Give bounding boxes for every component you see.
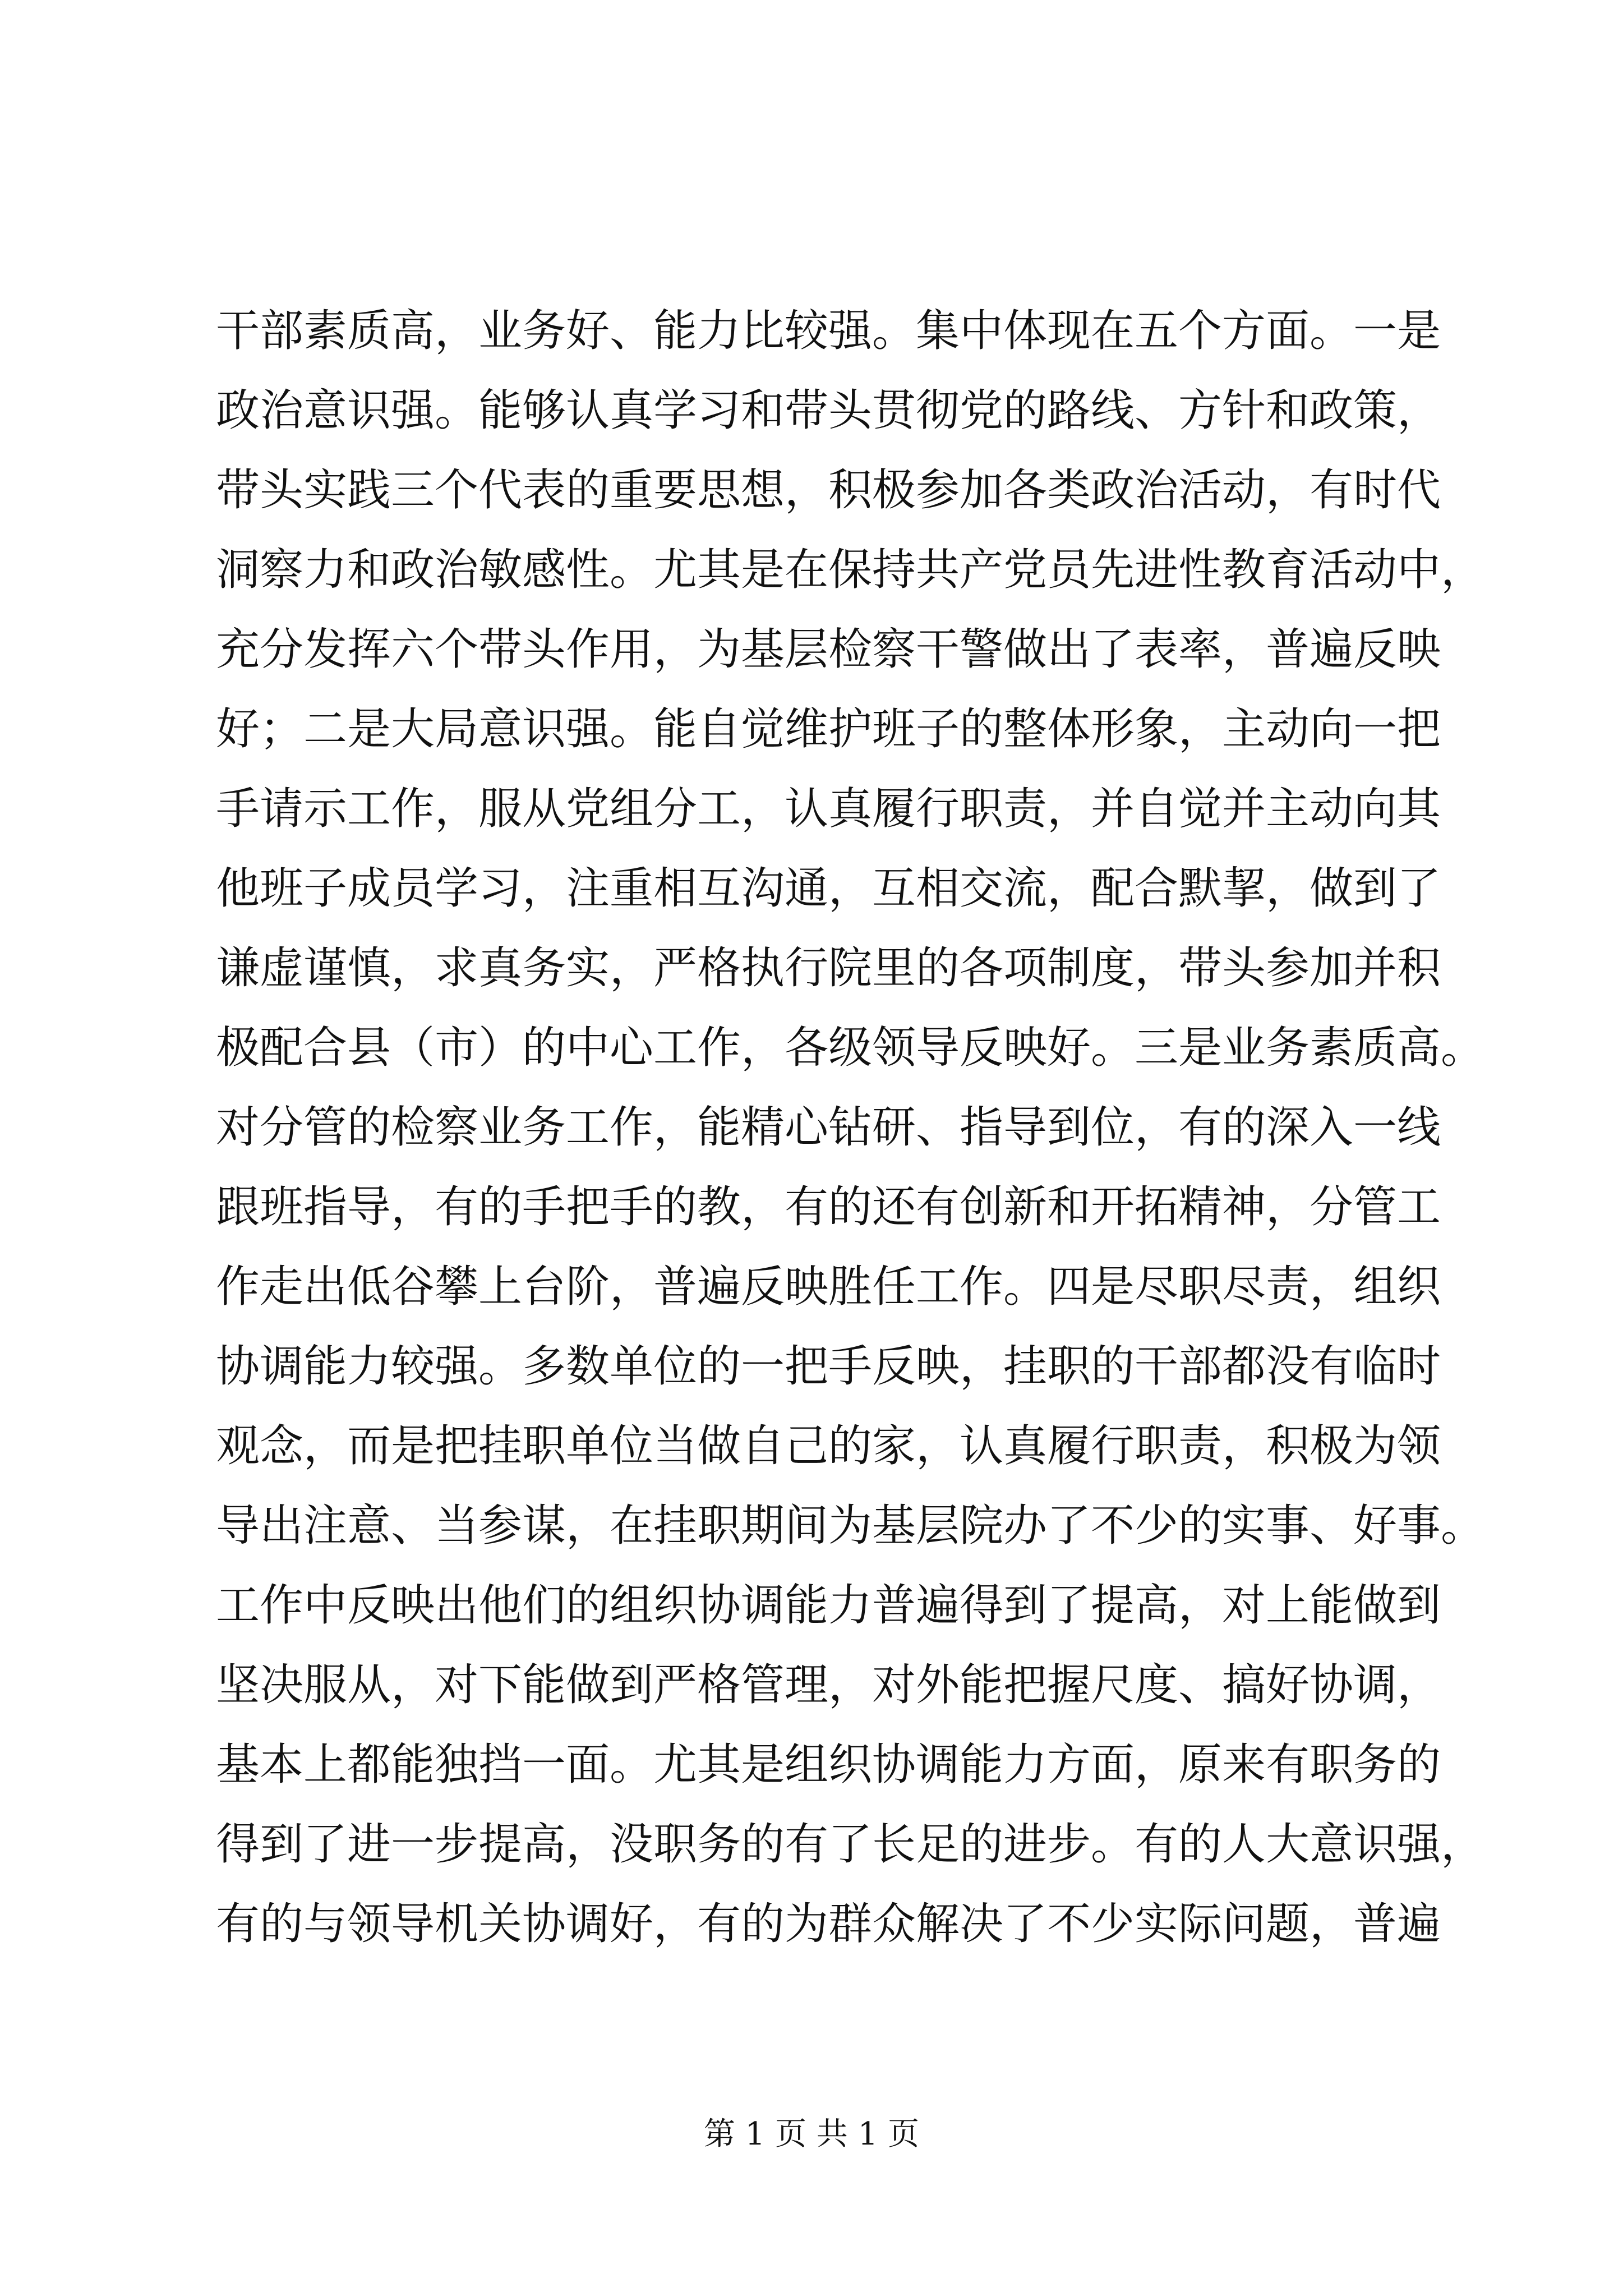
text-line: 干部素质高，业务好、能力比较强。集中体现在五个方面。一是 [216, 306, 1441, 356]
text-line: 谦虚谨慎，求真务实，严格执行院里的各项制度，带头参加并积 [216, 943, 1441, 993]
text-line: 基本上都能独挡一面。尤其是组织协调能力方面，原来有职务的 [216, 1740, 1441, 1790]
text-line: 充分发挥六个带头作用，为基层检察干警做出了表率，普遍反映 [216, 624, 1441, 675]
text-line: 极配合县（市）的中心工作，各级领导反映好。三是业务素质高。 [216, 1023, 1485, 1073]
text-line: 政治意识强。能够认真学习和带头贯彻党的路线、方针和政策， [216, 385, 1441, 436]
text-line: 带头实践三个代表的重要思想，积极参加各类政治活动，有时代 [216, 465, 1441, 516]
text-line: 得到了进一步提高，没职务的有了长足的进步。有的人大意识强， [216, 1819, 1485, 1870]
text-line: 对分管的检察业务工作，能精心钻研、指导到位，有的深入一线 [216, 1102, 1441, 1153]
text-line: 作走出低谷攀上台阶，普遍反映胜任工作。四是尽职尽责，组织 [216, 1262, 1441, 1312]
page-number-footer: 第 1 页 共 1 页 [703, 2116, 920, 2152]
text-line: 导出注意、当参谋，在挂职期间为基层院办了不少的实事、好事。 [216, 1501, 1485, 1551]
text-line: 观念，而是把挂职单位当做自己的家，认真履行职责，积极为领 [216, 1421, 1441, 1471]
text-line: 手请示工作，服从党组分工，认真履行职责，并自觉并主动向其 [216, 784, 1441, 834]
text-line: 坚决服从，对下能做到严格管理，对外能把握尺度、搞好协调， [216, 1660, 1441, 1710]
text-line: 他班子成员学习，注重相互沟通，互相交流，配合默挈，做到了 [216, 863, 1441, 914]
text-line: 跟班指导，有的手把手的教，有的还有创新和开拓精神，分管工 [216, 1182, 1441, 1232]
text-line: 协调能力较强。多数单位的一把手反映，挂职的干部都没有临时 [216, 1341, 1441, 1392]
text-line: 洞察力和政治敏感性。尤其是在保持共产党员先进性教育活动中， [216, 545, 1485, 595]
text-line: 好；二是大局意识强。能自觉维护班子的整体形象，主动向一把 [216, 704, 1441, 754]
text-line: 有的与领导机关协调好，有的为群众解决了不少实际问题，普遍 [216, 1899, 1441, 1949]
text-line: 工作中反映出他们的组织协调能力普遍得到了提高，对上能做到 [216, 1580, 1441, 1631]
